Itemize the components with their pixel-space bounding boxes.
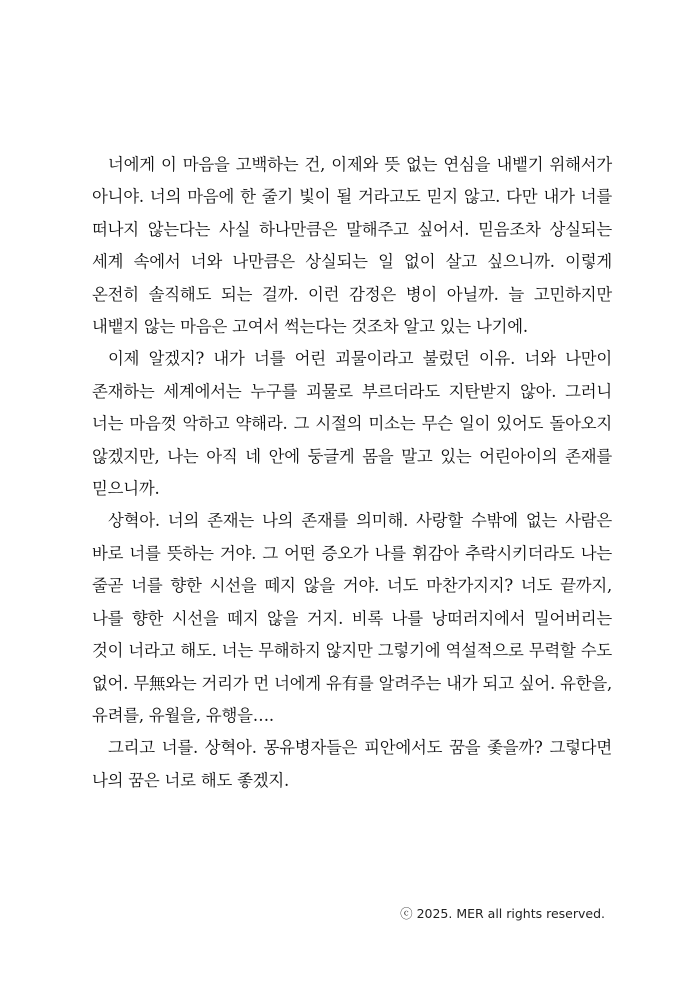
body-text [92,149,612,797]
paragraph-1: 너에게 이 마음을 고백하는 건, 이제와 뜻 없는 연심을 내뱉기 위해서가 아니야. 너의 마음에 한 줄기 빛이 될 거라고도 믿지 않고. 다만 내가 너를 떠나지 않는다는 사실 하나만큼은 말해주고 싶어서. 믿음조차 상실되는 세계 속에서 너와 나만큼은 상실되는 일 없이 살고 싶으니까. 이렇게 온전히 솔직해도 되는 걸까. 이런 감정은 병이 아닐까. 늘 고민하지만 내뱉지 않는 마음은 고여서 썩는다는 것조차 알고 있는 나기에. [92,155,612,337]
paragraph-4: 그리고 너를. 상혁아. 몽유병자들은 피안에서도 꿈을 좇을까? 그렇다면 나의 꿈은 너로 해도 좋겠지. [92,738,612,790]
copyright-footer: ⓒ 2025. MER all rights reserved. [400,906,605,921]
paragraph-3: 상혁아. 너의 존재는 나의 존재를 의미해. 사랑할 수밖에 없는 사람은 바로 너를 뜻하는 거야. 그 어떤 증오가 나를 휘감아 추락시키더라도 나는 줄곧 너를 향한 시선을 떼지 않을 거야. 너도 마찬가지지? 너도 끝까지, 나를 향한 시선을 떼지 않을 거지. 비록 나를 낭떠러지에서 밀어버리는 것이 너라고 해도. 너는 무해하지 않지만 그렇기에 역설적으로 무력할 수도 없어. 무無와는 거리가 먼 너에게 유有를 알려주는 내가 되고 싶어. 유한을, 유려를, 유월을, 유행을…. [92,511,612,725]
paragraph-2: 이제 알겠지? 내가 너를 어린 괴물이라고 불렀던 이유. 너와 나만이 존재하는 세계에서는 누구를 괴물로 부르더라도 지탄받지 않아. 그러니 너는 마음껏 악하고 약해라. 그 시절의 미소는 무슨 일이 있어도 돌아오지 않겠지만, 나는 아직 네 안에 둥글게 몸을 말고 있는 어린아이의 존재를 믿으니까. [92,349,612,499]
